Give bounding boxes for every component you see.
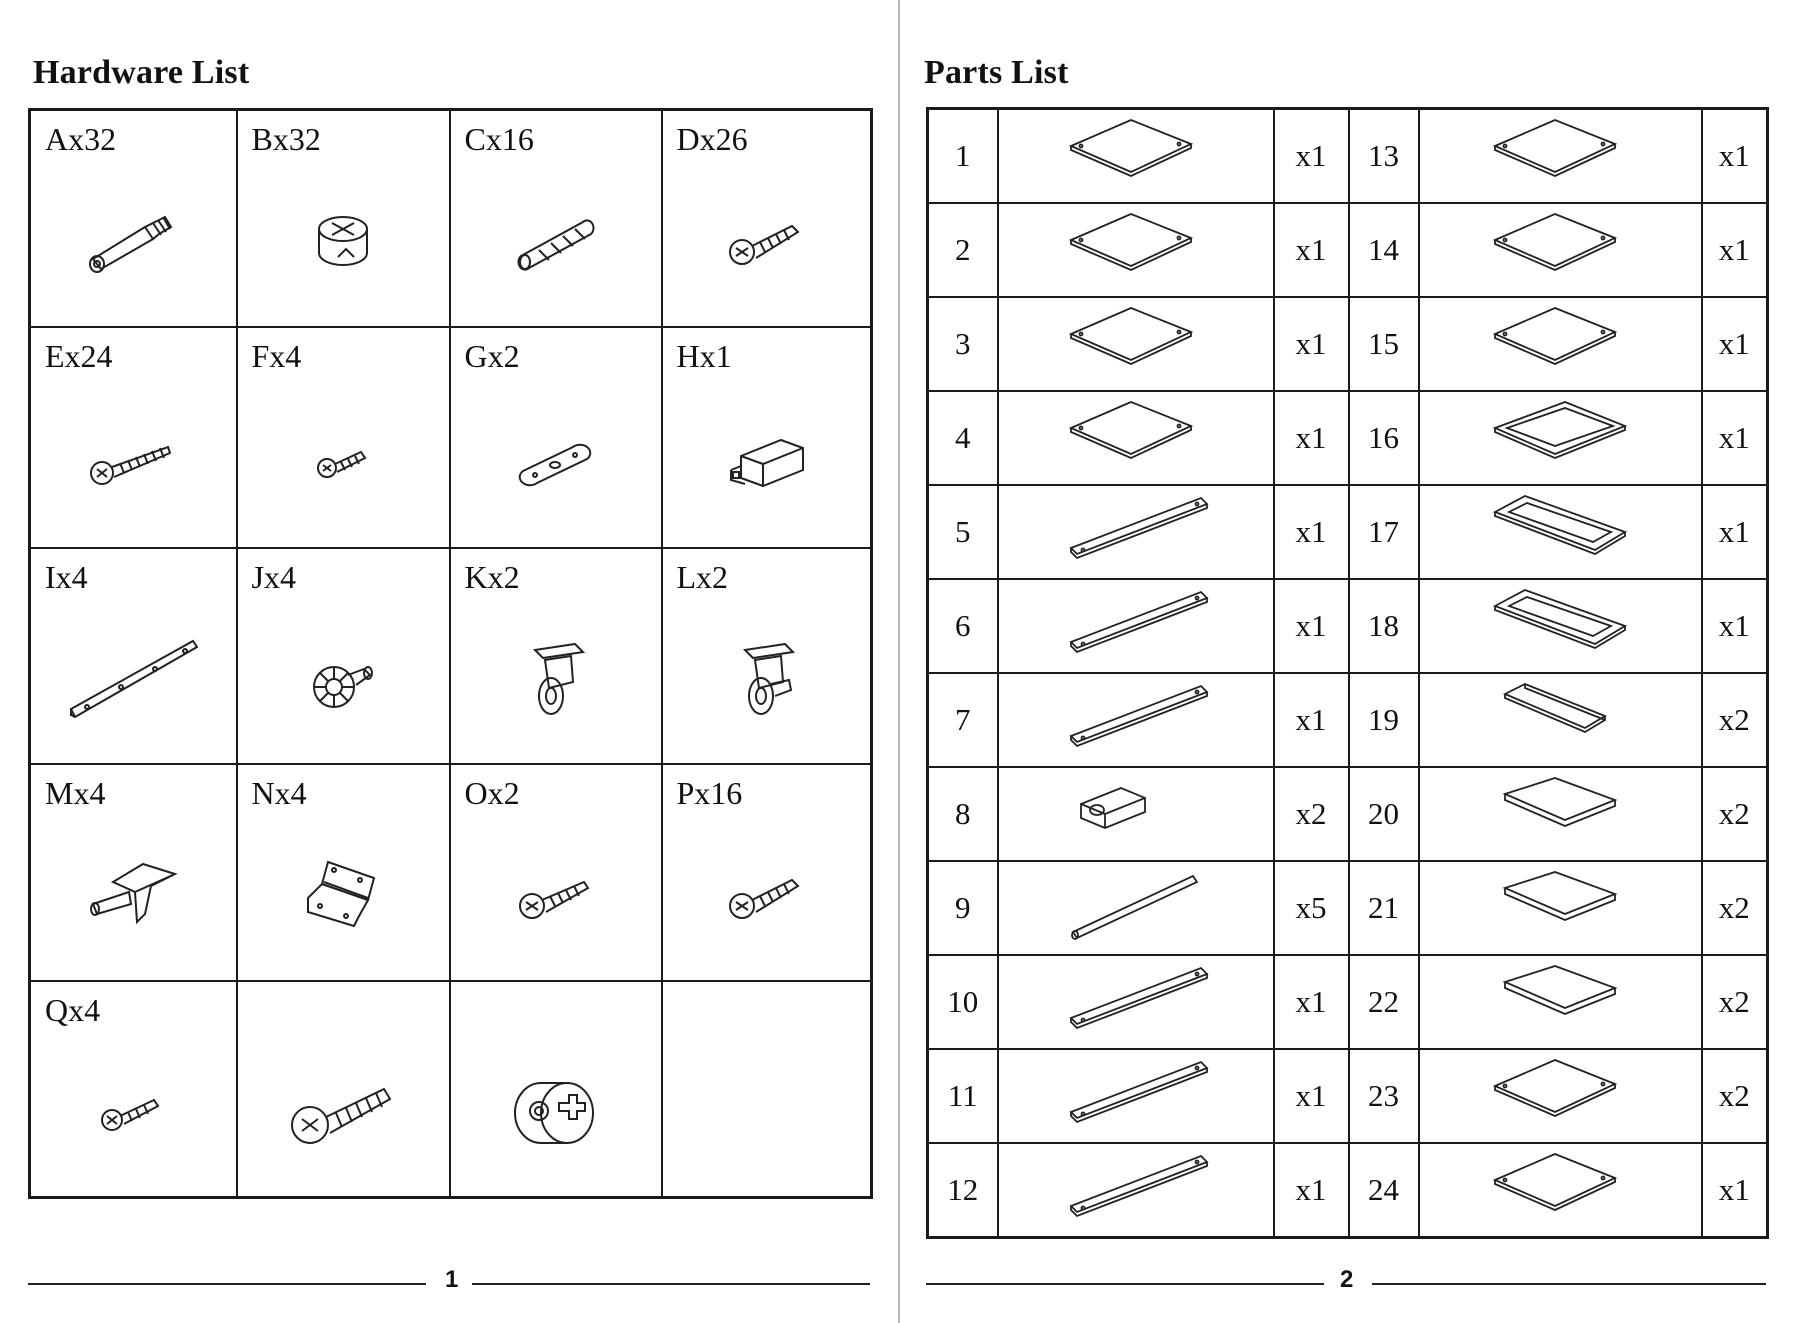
frame-icon xyxy=(1419,485,1702,579)
footer-rule xyxy=(28,1283,426,1285)
parts-row xyxy=(928,297,1768,391)
parts-row xyxy=(928,485,1768,579)
hardware-cell xyxy=(237,327,450,548)
small-screw-icon xyxy=(238,386,449,537)
panel-icon xyxy=(998,203,1274,297)
part-number: 20 xyxy=(1349,767,1419,861)
drawer-slide-icon xyxy=(31,607,236,753)
part-quantity: x1 xyxy=(1702,203,1768,297)
page-1 xyxy=(0,0,898,1323)
hardware-cell xyxy=(237,981,450,1198)
wooden-dowel-icon xyxy=(451,169,661,316)
parts-row xyxy=(928,1143,1768,1237)
parts-table xyxy=(926,107,1769,1239)
part-quantity: x1 xyxy=(1702,485,1768,579)
hardware-label: Qx4 xyxy=(45,991,101,1028)
panel-icon xyxy=(998,297,1274,391)
part-number: 5 xyxy=(928,485,998,579)
hardware-cell xyxy=(30,548,237,764)
caster-wheel-icon xyxy=(451,607,661,753)
parts-row xyxy=(928,673,1768,767)
hardware-cell xyxy=(450,981,662,1198)
part-quantity: x1 xyxy=(1274,391,1349,485)
hardware-cell xyxy=(662,548,872,764)
hardware-cell xyxy=(30,110,237,327)
part-quantity: x1 xyxy=(1702,391,1768,485)
part-number: 13 xyxy=(1349,109,1419,203)
page-2 xyxy=(900,0,1797,1323)
part-number: 6 xyxy=(928,579,998,673)
hardware-cell xyxy=(450,548,662,764)
hardware-cell xyxy=(662,110,872,327)
part-quantity: x1 xyxy=(1274,673,1349,767)
board-icon xyxy=(1419,955,1702,1049)
screw-icon xyxy=(663,823,871,970)
part-number: 16 xyxy=(1349,391,1419,485)
part-number: 10 xyxy=(928,955,998,1049)
cam-lock-nut-icon xyxy=(238,169,449,316)
cam-lock-icon xyxy=(451,1040,661,1187)
part-quantity: x1 xyxy=(1702,579,1768,673)
hardware-cell xyxy=(662,327,872,548)
hinge-icon xyxy=(238,823,449,970)
panel-icon xyxy=(1419,297,1702,391)
part-number: 11 xyxy=(928,1049,998,1143)
hardware-label: Gx2 xyxy=(464,337,520,374)
rod-icon xyxy=(998,861,1274,955)
rail-icon xyxy=(998,673,1274,767)
rail-icon xyxy=(998,1049,1274,1143)
panel-icon xyxy=(1419,1049,1702,1143)
shelf-support-pin-icon xyxy=(31,823,236,970)
hardware-label: Cx16 xyxy=(464,121,534,157)
part-quantity: x1 xyxy=(1274,1143,1349,1237)
strike-plate-icon xyxy=(451,386,661,537)
cam-dowel-bolt-icon xyxy=(31,169,236,316)
block-icon xyxy=(998,767,1274,861)
part-quantity: x5 xyxy=(1274,861,1349,955)
hardware-label: Fx4 xyxy=(251,337,302,374)
hardware-cell xyxy=(237,764,450,981)
part-quantity: x1 xyxy=(1702,1143,1768,1237)
screw-icon xyxy=(31,1040,236,1187)
hardware-list-title: Hardware List xyxy=(33,54,250,91)
rail-icon xyxy=(998,955,1274,1049)
part-number: 22 xyxy=(1349,955,1419,1049)
part-number: 3 xyxy=(928,297,998,391)
frame-icon xyxy=(1419,579,1702,673)
frame-panel-icon xyxy=(1419,391,1702,485)
rail-icon xyxy=(998,1143,1274,1237)
hardware-label: Hx1 xyxy=(676,337,732,374)
page-number: 2 xyxy=(1340,1266,1354,1293)
hardware-cell xyxy=(450,764,662,981)
part-quantity: x1 xyxy=(1274,485,1349,579)
parts-row xyxy=(928,391,1768,485)
part-quantity: x2 xyxy=(1702,673,1768,767)
hardware-label: Ex24 xyxy=(45,337,113,374)
footer-rule xyxy=(472,1283,870,1285)
part-quantity: x2 xyxy=(1702,767,1768,861)
parts-row xyxy=(928,861,1768,955)
part-number: 15 xyxy=(1349,297,1419,391)
part-number: 19 xyxy=(1349,673,1419,767)
part-number: 12 xyxy=(928,1143,998,1237)
parts-row xyxy=(928,955,1768,1049)
panel-icon xyxy=(1419,109,1702,203)
part-number: 23 xyxy=(1349,1049,1419,1143)
large-screw-icon xyxy=(238,1040,449,1187)
hardware-label: Nx4 xyxy=(251,774,307,811)
part-quantity: x2 xyxy=(1702,1049,1768,1143)
board-icon xyxy=(1419,861,1702,955)
part-quantity: x2 xyxy=(1702,861,1768,955)
hardware-cell xyxy=(30,981,237,1198)
hardware-label: Mx4 xyxy=(45,774,106,811)
parts-row xyxy=(928,767,1768,861)
part-quantity: x1 xyxy=(1702,109,1768,203)
hardware-cell xyxy=(662,764,872,981)
hardware-label: Bx32 xyxy=(251,121,321,157)
part-number: 8 xyxy=(928,767,998,861)
part-quantity: x1 xyxy=(1274,1049,1349,1143)
long-screw-icon xyxy=(31,386,236,537)
panel-icon xyxy=(998,391,1274,485)
part-quantity: x1 xyxy=(1702,297,1768,391)
hardware-label: Ax32 xyxy=(45,121,117,157)
hardware-label: Kx2 xyxy=(464,558,520,595)
parts-list-title: Parts List xyxy=(924,54,1069,91)
part-number: 24 xyxy=(1349,1143,1419,1237)
part-number: 2 xyxy=(928,203,998,297)
hardware-label: Lx2 xyxy=(676,558,729,595)
hardware-cell xyxy=(450,327,662,548)
knob-icon xyxy=(238,607,449,753)
footer-rule xyxy=(926,1283,1324,1285)
hardware-cell-empty xyxy=(662,981,872,1198)
part-number: 1 xyxy=(928,109,998,203)
footer-rule xyxy=(1372,1283,1766,1285)
hardware-cell xyxy=(30,327,237,548)
panel-icon xyxy=(998,109,1274,203)
hardware-table xyxy=(28,108,873,1199)
rail-icon xyxy=(998,579,1274,673)
hardware-label: Ix4 xyxy=(45,558,88,595)
part-number: 21 xyxy=(1349,861,1419,955)
hardware-cell xyxy=(237,548,450,764)
hardware-label: Ox2 xyxy=(464,774,520,811)
part-number: 7 xyxy=(928,673,998,767)
hardware-label: Dx26 xyxy=(676,121,748,157)
hardware-cell xyxy=(450,110,662,327)
part-quantity: x2 xyxy=(1702,955,1768,1049)
hardware-cell xyxy=(30,764,237,981)
part-number: 4 xyxy=(928,391,998,485)
hardware-label: Px16 xyxy=(676,774,743,811)
parts-row xyxy=(928,1049,1768,1143)
part-quantity: x1 xyxy=(1274,203,1349,297)
screw-icon xyxy=(451,823,661,970)
part-number: 9 xyxy=(928,861,998,955)
part-number: 17 xyxy=(1349,485,1419,579)
parts-row xyxy=(928,109,1768,203)
part-quantity: x2 xyxy=(1274,767,1349,861)
rail-icon xyxy=(998,485,1274,579)
page-number: 1 xyxy=(445,1266,459,1293)
panel-icon xyxy=(1419,1143,1702,1237)
parts-row xyxy=(928,203,1768,297)
hardware-label: Jx4 xyxy=(251,558,296,595)
part-quantity: x1 xyxy=(1274,109,1349,203)
magnetic-catch-icon xyxy=(663,386,871,537)
panel-icon xyxy=(1419,203,1702,297)
short-screw-icon xyxy=(663,169,871,316)
part-number: 14 xyxy=(1349,203,1419,297)
parts-row xyxy=(928,579,1768,673)
part-quantity: x1 xyxy=(1274,297,1349,391)
tray-icon xyxy=(1419,673,1702,767)
hardware-cell xyxy=(237,110,450,327)
part-quantity: x1 xyxy=(1274,955,1349,1049)
part-quantity: x1 xyxy=(1274,579,1349,673)
board-icon xyxy=(1419,767,1702,861)
part-number: 18 xyxy=(1349,579,1419,673)
locking-caster-icon xyxy=(663,607,871,753)
